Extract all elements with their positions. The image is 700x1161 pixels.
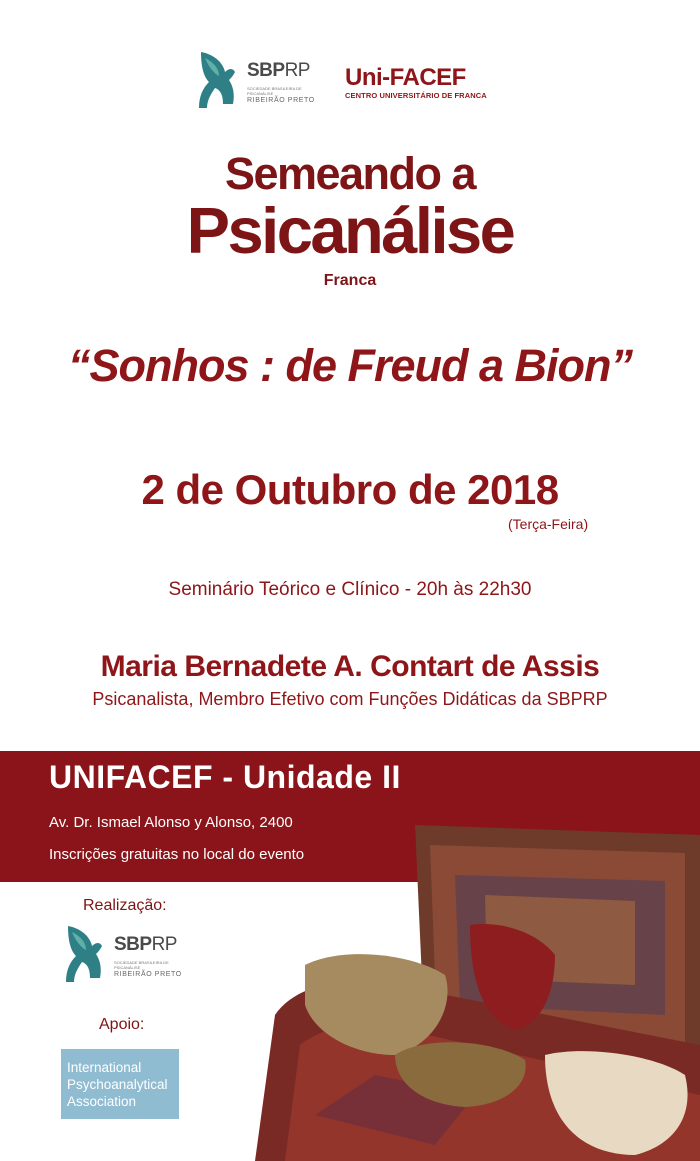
venue-address: Av. Dr. Ismael Alonso y Alonso, 2400 (49, 814, 293, 831)
unifacef-name: Uni-FACEF (345, 64, 466, 91)
realizacao-label: Realização: (83, 897, 167, 914)
sbprp-city: RIBEIRÃO PRETO (114, 971, 182, 978)
sbprp-logo (193, 48, 323, 114)
sphinx-icon (60, 922, 108, 986)
sphinx-icon (193, 48, 241, 112)
title-line1: Semeando a (224, 148, 476, 199)
couch-illustration (255, 815, 700, 1161)
sbprp-logo-bottom (60, 922, 190, 988)
sbprp-name-bold: SBP (247, 60, 285, 81)
sbprp-name-light: RP (151, 934, 177, 955)
venue-registration: Inscrições gratuitas no local do evento (49, 846, 305, 863)
apoio-label: Apoio: (99, 1016, 145, 1033)
sbprp-name-light: RP (284, 60, 310, 81)
speaker-role: Psicanalista, Membro Efetivo com Funções Didáticas da SBPRP (92, 689, 608, 709)
unifacef-logo (345, 66, 505, 100)
seminar-info: Seminário Teórico e Clínico - 20h às 22h30 (168, 579, 532, 600)
event-theme: “Sonhos : de Freud a Bion” (67, 340, 632, 391)
ipa-line3: Association (67, 1094, 137, 1109)
ipa-logo (61, 1049, 179, 1119)
sbprp-city: RIBEIRÃO PRETO (247, 97, 315, 104)
sbprp-subtitle: SOCIEDADE BRASILEIRA DE PSICANÁLISE (114, 960, 169, 970)
venue-name: UNIFACEF - Unidade II (49, 759, 401, 795)
event-date: 2 de Outubro de 2018 (141, 466, 559, 513)
title-city: Franca (323, 272, 377, 289)
speaker-name: Maria Bernadete A. Contart de Assis (100, 650, 600, 683)
sbprp-subtitle: SOCIEDADE BRASILEIRA DE PSICANÁLISE (247, 86, 302, 96)
event-weekday: (Terça-Feira) (508, 516, 589, 532)
unifacef-subtitle: CENTRO UNIVERSITÁRIO DE FRANCA (345, 91, 487, 100)
title-line2: Psicanálise (186, 194, 514, 267)
ipa-line2: Psychoanalytical (67, 1077, 168, 1092)
sbprp-name-bold: SBP (114, 934, 152, 955)
ipa-line1: International (67, 1060, 142, 1075)
